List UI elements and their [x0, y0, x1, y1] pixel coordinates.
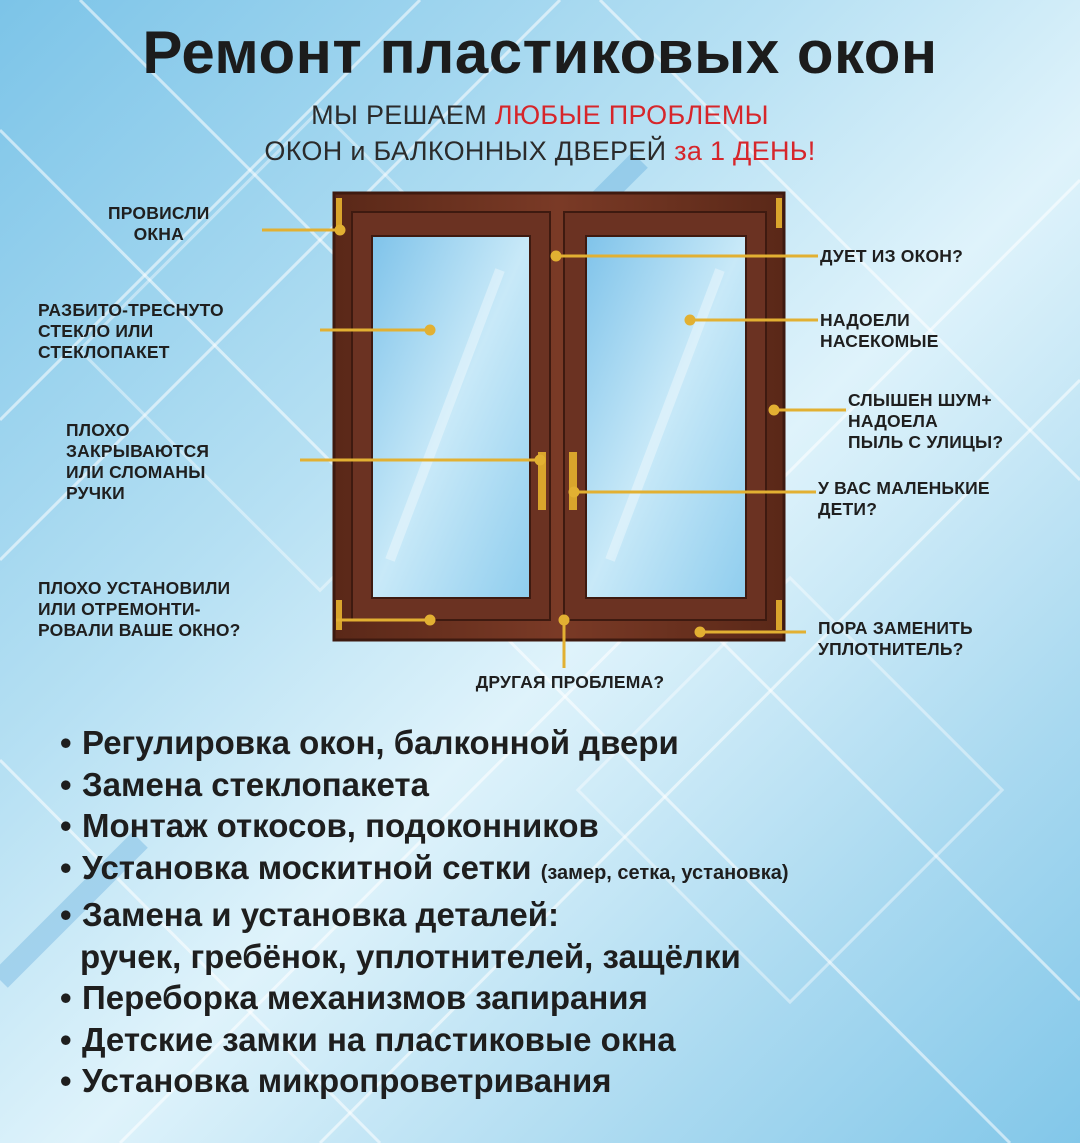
list-item-continuation: ручек, гребёнок, уплотнителей, защёлки [80, 937, 741, 975]
handle-right-icon [569, 452, 577, 510]
list-item: • Замена и установка деталей: [60, 896, 560, 933]
label-other-problem: ДРУГАЯ ПРОБЛЕМА? [475, 672, 665, 692]
page-title: Ремонт пластиковых окон [142, 19, 938, 86]
list-item: • Замена стеклопакета [60, 765, 429, 803]
label-sagging-windows: ПРОВИСЛИ ОКНА [108, 203, 210, 244]
label-bad-installation: ПЛОХО УСТАНОВИЛИ ИЛИ ОТРЕМОНТИ- РОВАЛИ ВАШЕ ОКНО? [38, 578, 241, 640]
hinge-icon [336, 600, 342, 630]
subtitle-line-1: МЫ РЕШАЕМ ЛЮБЫЕ ПРОБЛЕМЫ [311, 100, 769, 130]
list-item: • Установка москитной сетки (замер, сетка, установка) [60, 848, 789, 886]
label-noise-dust: СЛЫШЕН ШУМ+ НАДОЕЛА ПЫЛЬ С УЛИЦЫ? [848, 390, 1004, 452]
list-item: • Регулировка окон, балконной двери [60, 724, 679, 761]
hinge-icon [776, 600, 782, 630]
services-list [60, 722, 789, 1102]
list-item: • Установка микропроветривания [60, 1062, 612, 1099]
hinge-icon [336, 198, 342, 228]
subtitle-line-2: ОКОН и БАЛКОННЫХ ДВЕРЕЙ за 1 ДЕНЬ! [264, 136, 816, 166]
list-item: • Переборка механизмов запирания [60, 979, 648, 1016]
hinge-icon [776, 198, 782, 228]
list-item: • Детские замки на пластиковые окна [60, 1020, 676, 1058]
label-broken-glass: РАЗБИТО-ТРЕСНУТО СТЕКЛО ИЛИ СТЕКЛОПАКЕТ [38, 300, 224, 362]
label-handles: ПЛОХО ЗАКРЫВАЮТСЯ ИЛИ СЛОМАНЫ РУЧКИ [66, 420, 210, 503]
label-draft: ДУЕТ ИЗ ОКОН? [820, 246, 964, 266]
label-insects: НАДОЕЛИ НАСЕКОМЫЕ [820, 310, 939, 351]
label-replace-seal: ПОРА ЗАМЕНИТЬ УПЛОТНИТЕЛЬ? [818, 618, 973, 659]
list-item: • Монтаж откосов, подоконников [60, 807, 599, 844]
label-children: У ВАС МАЛЕНЬКИЕ ДЕТИ? [818, 478, 990, 519]
